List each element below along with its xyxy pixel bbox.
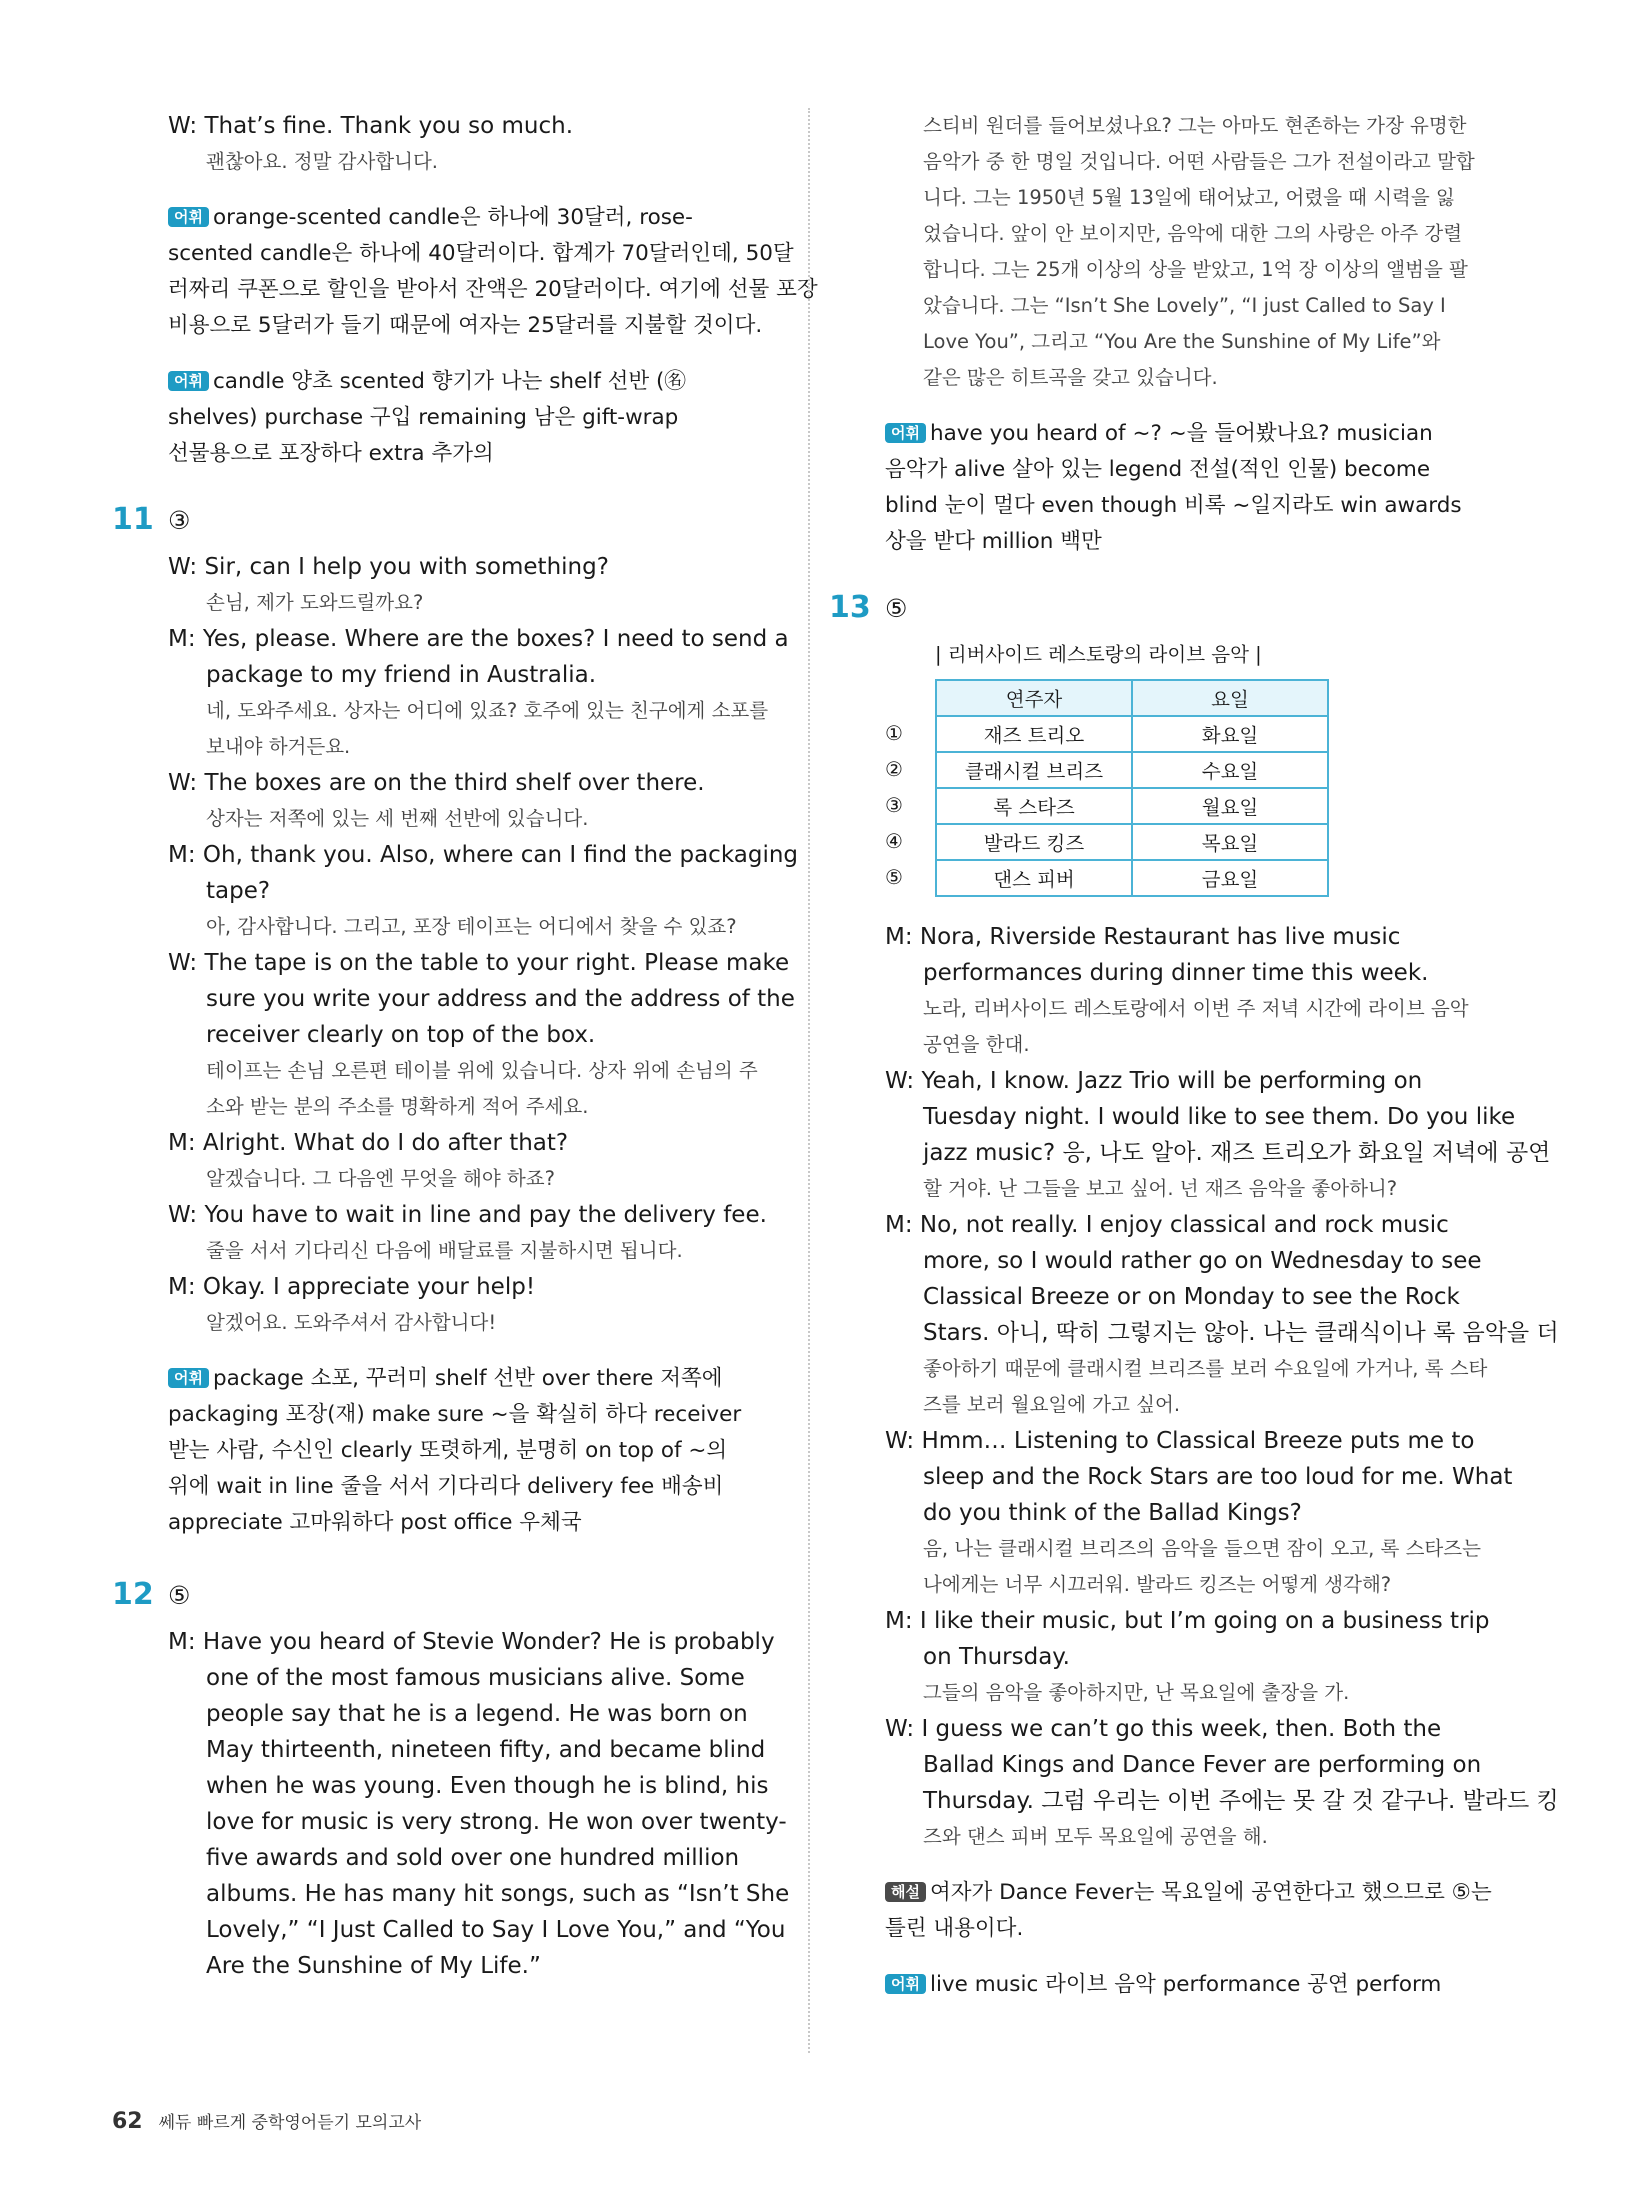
row-number: ② — [885, 757, 903, 781]
dialogue-line: M: Nora, Riverside Restaurant has live music — [885, 924, 1401, 950]
dialogue-line: receiver clearly on top of the box. — [206, 1022, 596, 1048]
translation-line: 나에게는 너무 시끄러워. 발라드 킹즈는 어떻게 생각해? — [923, 1573, 1392, 1596]
translation-line: 노라, 리버사이드 레스토랑에서 이번 주 저녁 시간에 라이브 음악 — [923, 997, 1469, 1020]
translation-line: 합니다. 그는 25개 이상의 상을 받았고, 1억 장 이상의 앨범을 팔 — [923, 258, 1468, 281]
translation-line: 테이프는 손님 오른편 테이블 위에 있습니다. 상자 위에 손님의 주 — [206, 1059, 758, 1082]
translation-line: 음, 나는 클래시컬 브리즈의 음악을 들으면 잠이 오고, 록 스타즈는 — [923, 1537, 1481, 1560]
table-cell-day: 월요일 — [1132, 788, 1328, 824]
explanation-line: 러짜리 쿠폰으로 할인을 받아서 잔액은 20달러이다. 여기에 선물 포장 — [168, 277, 818, 302]
vocab-line: 어휘 live music 라이브 음악 performance 공연 perform — [885, 1967, 1505, 2003]
translation-line: 그들의 음악을 좋아하지만, 난 목요일에 출장을 가. — [923, 1681, 1350, 1704]
translation-line: 할 거야. 난 그들을 보고 싶어. 넌 재즈 음악을 좋아하니? — [923, 1177, 1398, 1200]
explanation-line: 틀린 내용이다. — [885, 1916, 1024, 1941]
question-11-dialogue — [168, 549, 799, 1341]
vocab-line: 어휘 package 소포, 꾸러미 shelf 선반 over there 저쪽에 — [168, 1361, 788, 1397]
table-row — [936, 824, 1328, 860]
translation-line: 괜찮아요. 정말 감사합니다. — [206, 150, 439, 173]
dialogue-line: Ballad Kings and Dance Fever are performing on — [923, 1752, 1482, 1778]
translation-line: 같은 많은 히트곡을 갖고 있습니다. — [923, 366, 1218, 389]
dialogue-line: W: Yeah, I know. Jazz Trio will be performing on — [885, 1068, 1423, 1094]
explanation-line: 비용으로 5달러가 들기 때문에 여자는 25달러를 지불할 것이다. — [168, 313, 763, 338]
table-row — [936, 788, 1328, 824]
schedule-table-wrap — [885, 679, 1505, 897]
table-header-day: 요일 — [1132, 680, 1328, 716]
table-cell-performer: 록 스타즈 — [936, 788, 1132, 824]
translation-line: 알겠어요. 도와주셔서 감사합니다! — [206, 1311, 497, 1334]
dialogue-line: sure you write your address and the address of the — [206, 986, 795, 1012]
vocab-line: 음악가 alive 살아 있는 legend 전설(적인 인물) become — [885, 457, 1431, 482]
dialogue-line: jazz music? 응, 나도 알아. 재즈 트리오가 화요일 저녁에 공연 — [923, 1140, 1551, 1166]
dialogue-line: M: No, not really. I enjoy classical and rock music — [885, 1212, 1449, 1238]
dialogue-line: Classical Breeze or on Monday to see the Rock — [923, 1284, 1460, 1310]
explanation-line: 어휘 orange-scented candle은 하나에 30달러, rose- — [168, 200, 788, 236]
vocab-line: 받는 사람, 수신인 clearly 또렷하게, 분명히 on top of ~의 — [168, 1438, 728, 1463]
translation-line: 아, 감사합니다. 그리고, 포장 테이프는 어디에서 찾을 수 있죠? — [206, 915, 737, 938]
dialogue-line: sleep and the Rock Stars are too loud for me. What — [923, 1464, 1513, 1490]
dialogue-line: W: That’s fine. Thank you so much. — [168, 113, 574, 139]
dialogue-line: W: The tape is on the table to your right. Please make — [168, 950, 790, 976]
dialogue-line: M: Alright. What do I do after that? — [168, 1130, 569, 1156]
dialogue-line: Tuesday night. I would like to see them. Do you like — [923, 1104, 1516, 1130]
dialogue-line: M: Okay. I appreciate your help! — [168, 1274, 536, 1300]
question-number-12: 12 ⑤ — [112, 1577, 191, 1612]
translation-line: 좋아하기 때문에 클래시컬 브리즈를 보러 수요일에 가거나, 록 스타 — [923, 1357, 1488, 1380]
explanation-line: 해설 여자가 Dance Fever는 목요일에 공연한다고 했으므로 ⑤는 — [885, 1875, 1505, 1911]
dialogue-line: W: Hmm… Listening to Classical Breeze puts me to — [885, 1428, 1475, 1454]
dialogue-line: Stars. 아니, 딱히 그렇지는 않아. 나는 클래식이나 록 음악을 더 — [923, 1320, 1559, 1346]
dialogue-line: Thursday. 그럼 우리는 이번 주에는 못 갈 것 같구나. 발라드 킹 — [923, 1788, 1559, 1814]
dialogue-line: love for music is very strong. He won over twenty- — [206, 1809, 787, 1835]
dialogue-line: M: Oh, thank you. Also, where can I find the packaging — [168, 842, 799, 868]
vocab-line: 선물용으로 포장하다 extra 추가의 — [168, 441, 494, 466]
right-column — [829, 108, 1559, 2003]
translation-line: 었습니다. 앞이 안 보이지만, 음악에 대한 그의 사랑은 아주 강렬 — [923, 222, 1463, 245]
dialogue-line: package to my friend in Australia. — [206, 662, 597, 688]
translation-line: 소와 받는 분의 주소를 명확하게 적어 주세요. — [206, 1095, 589, 1118]
translation-line: 즈와 댄스 피버 모두 목요일에 공연을 해. — [923, 1825, 1268, 1848]
row-number: ① — [885, 721, 903, 745]
dialogue-line: May thirteenth, nineteen fifty, and became blind — [206, 1737, 766, 1763]
explanation-badge: 해설 — [885, 1882, 926, 1902]
translation-line: 스티비 원더를 들어보셨나요? 그는 아마도 현존하는 가장 유명한 — [923, 114, 1467, 137]
translation-line: 음악가 중 한 명일 것입니다. 어떤 사람들은 그가 전설이라고 말합 — [923, 150, 1475, 173]
question-number-13: 13 ⑤ — [829, 590, 908, 625]
dialogue-line: W: I guess we can’t go this week, then. Both the — [885, 1716, 1442, 1742]
question-12-translation — [885, 108, 1505, 396]
translation-line: 손님, 제가 도와드릴까요? — [206, 591, 424, 614]
table-cell-day: 목요일 — [1132, 824, 1328, 860]
page-number: 62 — [112, 2109, 143, 2134]
dialogue-line: tape? — [206, 878, 271, 904]
translation-line: 알겠습니다. 그 다음엔 무엇을 해야 하죠? — [206, 1167, 555, 1190]
dialogue-line: M: Have you heard of Stevie Wonder? He is probably — [168, 1629, 775, 1655]
table-header-row — [936, 680, 1328, 716]
table-row — [936, 716, 1328, 752]
vocab-line: 어휘 have you heard of ~? ~을 들어봤나요? musician — [885, 416, 1505, 452]
page-footer — [112, 2108, 421, 2134]
book-title: 쎄듀 빠르게 중학영어듣기 모의고사 — [158, 2113, 422, 2133]
translation-line: 공연을 한대. — [923, 1033, 1030, 1056]
question-12-monologue — [168, 1624, 788, 1984]
question-13-dialogue — [885, 919, 1559, 1855]
dialogue-line: on Thursday. — [923, 1644, 1070, 1670]
table-row — [936, 752, 1328, 788]
dialogue-line: performances during dinner time this week. — [923, 960, 1429, 986]
row-number: ⑤ — [885, 865, 903, 889]
table-cell-performer: 발라드 킹즈 — [936, 824, 1132, 860]
row-number: ③ — [885, 793, 903, 817]
dialogue-line: when he was young. Even though he is blind, his — [206, 1773, 769, 1799]
dialogue-line: do you think of the Ballad Kings? — [923, 1500, 1302, 1526]
translation-line: 상자는 저쪽에 있는 세 번째 선반에 있습니다. — [206, 807, 589, 830]
vocab-line: appreciate 고마워하다 post office 우체국 — [168, 1510, 582, 1535]
dialogue-line: albums. He has many hit songs, such as “Isn’t She — [206, 1881, 790, 1907]
translation-line: 줄을 서서 기다리신 다음에 배달료를 지불하시면 됩니다. — [206, 1239, 683, 1262]
dialogue-line: people say that he is a legend. He was born on — [206, 1701, 748, 1727]
vocab-badge: 어휘 — [885, 423, 926, 443]
dialogue-line: more, so I would rather go on Wednesday to see — [923, 1248, 1482, 1274]
explanation-line: scented candle은 하나에 40달러이다. 합계가 70달러인데, 50달 — [168, 241, 794, 266]
translation-line: 네, 도와주세요. 상자는 어디에 있죠? 호주에 있는 친구에게 소포를 — [206, 699, 769, 722]
row-number: ④ — [885, 829, 903, 853]
vocab-line: shelves) purchase 구입 remaining 남은 gift-wrap — [168, 405, 679, 430]
left-column — [112, 108, 818, 1984]
dialogue-line: Are the Sunshine of My Life.” — [206, 1953, 541, 1979]
table-row — [936, 860, 1328, 896]
vocab-badge: 어휘 — [168, 1368, 209, 1388]
dialogue-line: W: You have to wait in line and pay the delivery fee. — [168, 1202, 767, 1228]
vocab-line: 위에 wait in line 줄을 서서 기다리다 delivery fee 배송비 — [168, 1474, 724, 1499]
vocab-line: 상을 받다 million 백만 — [885, 529, 1102, 554]
dialogue-line: M: I like their music, but I’m going on a business trip — [885, 1608, 1490, 1634]
vocab-badge: 어휘 — [885, 1974, 926, 1994]
table-cell-performer: 클래시컬 브리즈 — [936, 752, 1132, 788]
translation-line: Love You”, 그리고 “You Are the Sunshine of My Life”와 — [923, 330, 1441, 353]
table-cell-day: 화요일 — [1132, 716, 1328, 752]
explanation-badge: 어휘 — [168, 207, 209, 227]
table-cell-performer: 재즈 트리오 — [936, 716, 1132, 752]
schedule-table — [935, 679, 1329, 897]
dialogue-line: five awards and sold over one hundred million — [206, 1845, 740, 1871]
dialogue-line: W: Sir, can I help you with something? — [168, 554, 609, 580]
translation-line: 보내야 하거든요. — [206, 735, 351, 758]
translation-line: 았습니다. 그는 “Isn’t She Lovely”, “I just Called to Say I — [923, 294, 1446, 317]
table-header-performer: 연주자 — [936, 680, 1132, 716]
vocab-line: packaging 포장(재) make sure ~을 확실히 하다 receiver — [168, 1402, 742, 1427]
table-cell-day: 수요일 — [1132, 752, 1328, 788]
vocab-line: blind 눈이 멀다 even though 비록 ~일지라도 win awards — [885, 493, 1462, 518]
table-cell-day: 금요일 — [1132, 860, 1328, 896]
vocab-line: 어휘 candle 양초 scented 향기가 나는 shelf 선반 (㊔ — [168, 364, 788, 400]
translation-line: 즈를 보러 월요일에 가고 싶어. — [923, 1393, 1181, 1416]
column-divider — [808, 108, 810, 2053]
dialogue-line: W: The boxes are on the third shelf over there. — [168, 770, 705, 796]
vocab-badge: 어휘 — [168, 371, 209, 391]
table-title: | 리버사이드 레스토랑의 라이브 음악 | — [935, 643, 1262, 666]
question-number-11: 11 ③ — [112, 502, 191, 537]
dialogue-line: one of the most famous musicians alive. Some — [206, 1665, 745, 1691]
dialogue-line: M: Yes, please. Where are the boxes? I need to send a — [168, 626, 789, 652]
table-cell-performer: 댄스 피버 — [936, 860, 1132, 896]
dialogue-line: Lovely,” “I Just Called to Say I Love You,” and “You — [206, 1917, 786, 1943]
translation-line: 니다. 그는 1950년 5월 13일에 태어났고, 어렸을 때 시력을 잃 — [923, 186, 1455, 209]
